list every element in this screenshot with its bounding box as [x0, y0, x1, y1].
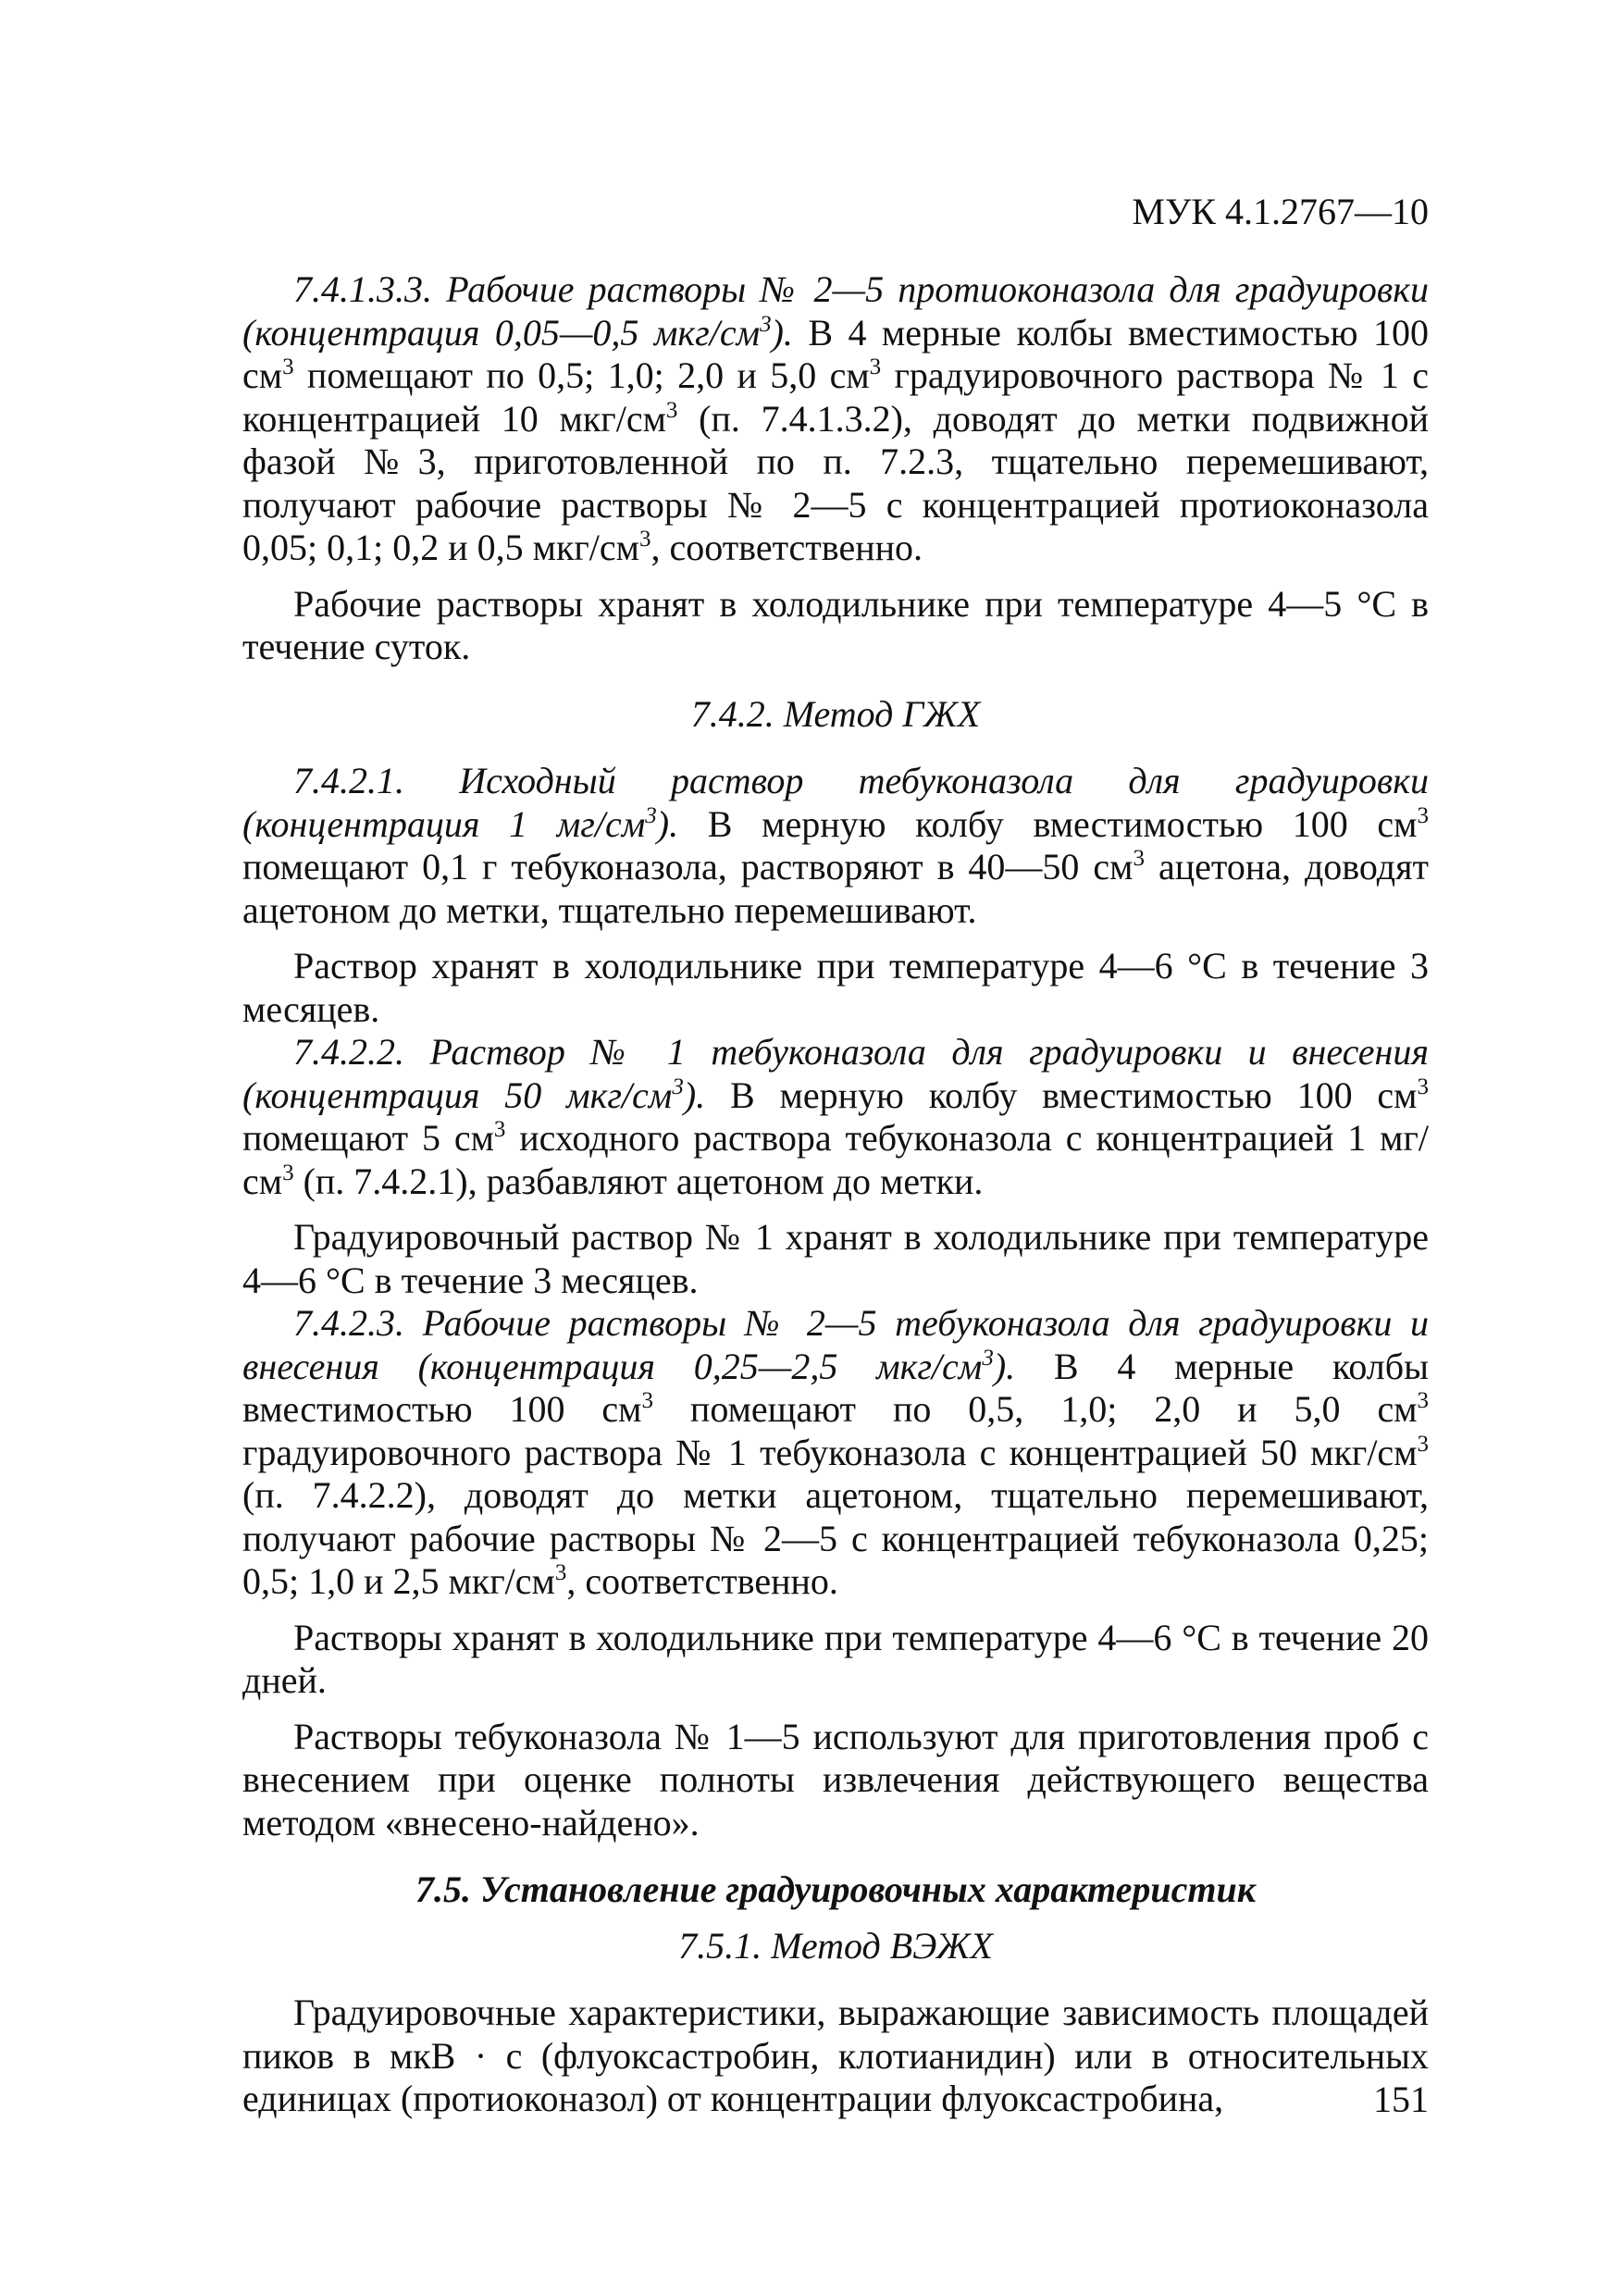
heading-7-4-2: 7.4.2. Метод ГЖХ: [690, 692, 981, 735]
paragraph-storage-3: Градуировочный раствор № 1 хранят в холодильнике при температуре 4—6 °С в течение 3 месяцев.: [242, 1216, 1429, 1301]
paragraph-7-4-2-3: 7.4.2.3. Рабочие растворы № 2—5 тебуконазола для градуировки и внесения (концентрация 0,25—2,5 мкг/$см^3$). В 4 мерные колбы вместимостью 100 $см^3$ помещают по 0,5, 1,0; 2,0 и 5,0 $см^3$ градуировочного раствора № 1 тебуконазола с концентрацией 50 мкг/$см^3$ (п. 7.4.2.2), доводят до метки ацетоном, тщательно перемешивают, получают рабочие растворы № 2—5 с концентрацией тебуконазола 0,25; 0,5; 1,0 и 2,5 мкг/$см^3$, соответственно.: [242, 1302, 1430, 1602]
paragraph-storage-4: Растворы хранят в холодильнике при температуре 4—6 °С в течение 20 дней.: [242, 1616, 1429, 1701]
paragraph-usage: Растворы тебуконазола № 1—5 используют для приготовления проб с внесением при оценке полноты извлечения действующего вещества методом «внесено-найдено».: [242, 1715, 1429, 1843]
paragraph-title: 7.4.2.3. Рабочие растворы № 2—5 тебуконазола для градуировки и внесения (концентрация 0,25—2,5 мкг/$см^3$).: [242, 1302, 1429, 1387]
page-number: 151: [1373, 2079, 1429, 2120]
paragraph-calibration: Градуировочные характеристики, выражающие зависимость площадей пиков в мкВ · с (флуоксастробин, клотианидин) или в относительных единицах (протиоконазол) от концентрации флуоксастробина,: [242, 1992, 1429, 2119]
document-code-header: МУК 4.1.2767—10: [1132, 191, 1429, 232]
paragraph-storage-2: Раствор хранят в холодильнике при температуре 4—6 °С в течение 3 месяцев.: [242, 945, 1429, 1030]
paragraph-title: 7.4.1.3.3. Рабочие растворы № 2—5 протиоконазола для градуировки (концентрация 0,05—0,5 мкг/$см^3$).: [242, 268, 1429, 354]
paragraph-7-4-2-2: 7.4.2.2. Раствор № 1 тебуконазола для градуировки и внесения (концентрация 50 мкг/$см^3$). В мерную колбу вместимостью 100 $см^3$ помещают 5 $см^3$ исходного раствора тебуконазола с концентрацией 1 $мг/см^3$ (п. 7.4.2.1), разбавляют ацетоном до метки.: [242, 1031, 1429, 1202]
paragraph-7-4-2-1: 7.4.2.1. Исходный раствор тебуконазола для градуировки (концентрация 1 $мг/см^3$). В мерную колбу вместимостью 100 $см^3$ помещают 0,1 г тебуконазола, растворяют в 40—50 $см^3$ ацетона, доводят ацетоном до метки, тщательно перемешивают.: [242, 760, 1429, 931]
heading-7-5: 7.5. Установление градуировочных характеристик: [415, 1868, 1256, 1910]
paragraph-7-4-1-3-3: 7.4.1.3.3. Рабочие растворы № 2—5 протиоконазола для градуировки (концентрация 0,05—0,5 мкг/$см^3$). В 4 мерные колбы вместимостью 100 $см^3$ помещают по 0,5; 1,0; 2,0 и 5,0 $см^3$ градуировочного раствора № 1 с концентрацией 10 мкг/$см^3$ (п. 7.4.1.3.2), доводят до метки подвижной фазой №3, приготовленной по п. 7.2.3, тщательно перемешивают, получают рабочие растворы № 2—5 с концентрацией протиоконазола 0,05; 0,1; 0,2 и 0,5 мкг/$см^3$, соответственно.: [242, 268, 1430, 568]
page-content: [242, 268, 1429, 2121]
heading-7-5-1: 7.5.1. Метод ВЭЖХ: [678, 1924, 993, 1967]
paragraph-title: 7.4.2.2. Раствор № 1 тебуконазола для градуировки и внесения (концентрация 50 мкг/$см^3$).: [242, 1031, 1429, 1116]
paragraph-storage-1: Рабочие растворы хранят в холодильнике при температуре 4—5 °С в течение суток.: [242, 582, 1429, 667]
paragraph-title: 7.4.2.1. Исходный раствор тебуконазола для градуировки (концентрация 1 $мг/см^3$).: [242, 760, 1429, 845]
